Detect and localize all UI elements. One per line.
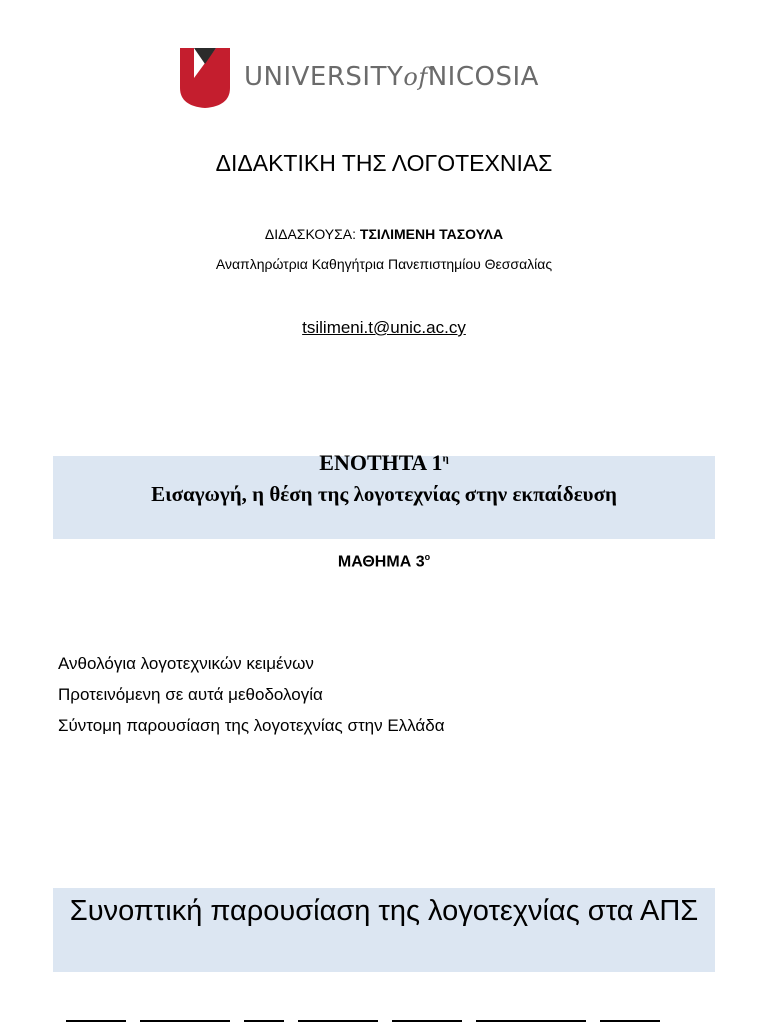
email-link[interactable]: tsilimeni.t@unic.ac.cy (302, 318, 466, 337)
university-shield-icon (178, 44, 232, 110)
summary-title: Συνοπτική παρουσίαση της λογοτεχνίας στα ΑΠΣ (69, 895, 699, 927)
topic-list (58, 648, 445, 741)
email-line (0, 318, 768, 338)
logo-wordmark: UNIVERSITYofNICOSIA (244, 62, 539, 92)
unit-title-superscript: η (442, 452, 449, 465)
teacher-position: Αναπληρώτρια Καθηγήτρια Πανεπιστημίου Θεσσαλίας (215, 256, 553, 272)
list-item: Ανθολόγια λογοτεχνικών κειμένων (58, 654, 314, 673)
teacher-name: ΤΣΙΛΙΜΕΝΗ ΤΑΣΟΥΛΑ (359, 226, 504, 242)
teacher-label: ΔΙΔΑΣΚΟΥΣΑ: (264, 226, 360, 242)
lesson-superscript: ο (424, 552, 431, 562)
lesson-number: ΜΑΘΗΜΑ $3^o$ (337, 552, 431, 571)
unit-subtitle: Εισαγωγή, η θέση της λογοτεχνίας στην εκπαίδευση (151, 482, 617, 506)
university-logo (178, 44, 548, 112)
truncated-text-line (66, 1014, 706, 1026)
course-title: ΔΙΔΑΚΤΙΚΗ ΤΗΣ ΛΟΓΟΤΕΧΝΙΑΣ (215, 150, 553, 176)
list-item: Σύντομη παρουσίαση της λογοτεχνίας στην Ελλάδα (58, 716, 445, 735)
unit-title: ΕΝΟΤΗΤΑ $1^\eta$ (319, 450, 449, 475)
list-item: Προτεινόμενη σε αυτά μεθοδολογία (58, 685, 323, 704)
teacher-line (0, 226, 768, 242)
